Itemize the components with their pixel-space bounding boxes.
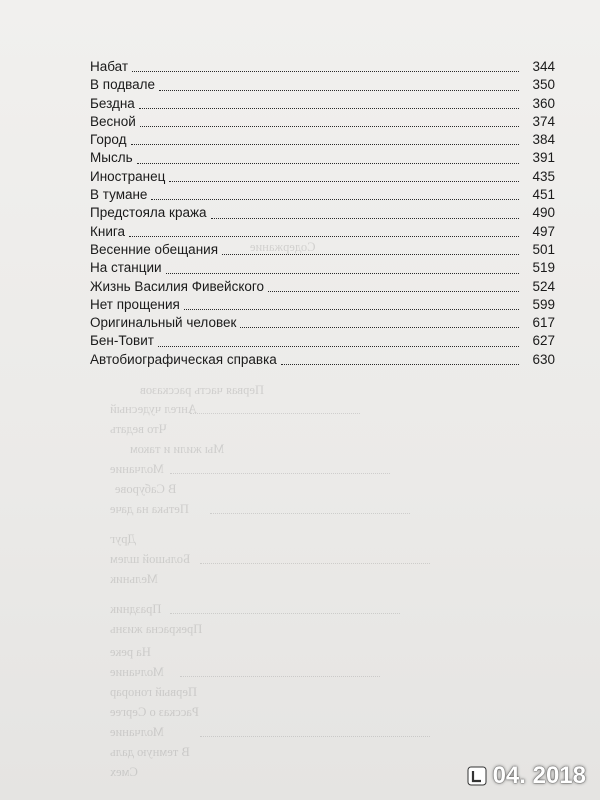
toc-entry-page-number: 617 (532, 315, 555, 331)
toc-entry-page-number: 490 (532, 205, 555, 221)
toc-entry-leader-dots (140, 125, 519, 127)
toc-entry-page-number: 384 (532, 132, 555, 148)
toc-entry (90, 351, 555, 369)
toc-entry (90, 296, 555, 314)
watermark-date: 04. 2018 (492, 762, 586, 789)
toc-entry-title: На станции (90, 260, 162, 276)
toc-entry-leader-dots (132, 70, 519, 72)
toc-entry-title: В тумане (90, 187, 148, 203)
toc-entry-page-number: 599 (532, 296, 555, 312)
toc-entry (90, 259, 555, 277)
toc-entry-leader-dots (137, 162, 519, 164)
toc-entry-leader-dots (158, 345, 519, 347)
toc-entry (90, 204, 555, 222)
table-of-contents (90, 58, 555, 369)
toc-entry (90, 241, 555, 259)
toc-entry-leader-dots (139, 107, 519, 109)
toc-entry-leader-dots (222, 253, 519, 255)
toc-entry-title: Книга (90, 223, 125, 239)
toc-entry-leader-dots (159, 89, 519, 91)
toc-entry (90, 168, 555, 186)
toc-entry-leader-dots (166, 272, 519, 274)
toc-entry-title: Предстояла кража (90, 205, 207, 221)
toc-entry-page-number: 350 (532, 77, 555, 93)
toc-entry-leader-dots (281, 363, 519, 365)
toc-entry-title: Нет прощения (90, 296, 180, 312)
toc-entry (90, 58, 555, 76)
toc-entry-leader-dots (240, 326, 519, 328)
toc-entry (90, 95, 555, 113)
toc-entry-leader-dots (211, 217, 520, 219)
toc-entry (90, 131, 555, 149)
toc-entry (90, 76, 555, 94)
toc-entry-title: Оригинальный человек (90, 315, 237, 331)
toc-entry (90, 278, 555, 296)
toc-entry-title: Иностранец (90, 168, 166, 184)
toc-entry-page-number: 627 (532, 333, 555, 349)
toc-entry-page-number: 630 (532, 351, 555, 367)
toc-entry-leader-dots (169, 180, 519, 182)
toc-entry-leader-dots (151, 198, 519, 200)
toc-entry-leader-dots (184, 308, 519, 310)
toc-entry-leader-dots (129, 235, 519, 237)
toc-entry-page-number: 374 (532, 113, 555, 129)
toc-entry-title: Жизнь Василия Фивейского (90, 278, 265, 294)
toc-entry-page-number: 524 (532, 278, 555, 294)
toc-entry (90, 223, 555, 241)
toc-entry-title: Бен-Товит (90, 333, 154, 349)
toc-entry-leader-dots (268, 290, 519, 292)
toc-entry-page-number: 435 (532, 168, 555, 184)
toc-entry-page-number: 451 (532, 187, 555, 203)
toc-entry-title: В подвале (90, 77, 156, 93)
toc-entry-leader-dots (131, 143, 519, 145)
toc-entry (90, 332, 555, 350)
toc-entry-title: Бездна (90, 95, 135, 111)
bleed-through-text: Содержание Первая часть рассказов Ангел чудесный Что ведать Мы жили и таком Молчание В Сабурове Петька на даче Друг Большой шлем Мельник Праздник Прекрасна жизнь На реке Молчание Первый гонорар Рассказ о Сергее Молчание В темную даль Смех (0, 0, 600, 800)
toc-entry-page-number: 497 (532, 223, 555, 239)
toc-entry (90, 186, 555, 204)
toc-entry-title: Город (90, 132, 127, 148)
toc-entry-page-number: 360 (532, 95, 555, 111)
toc-entry-page-number: 501 (532, 241, 555, 257)
toc-entry-title: Мысль (90, 150, 133, 166)
toc-entry-page-number: 344 (532, 59, 555, 74)
toc-entry-title: Автобиографическая справка (90, 351, 277, 367)
toc-entry-title: Набат (90, 59, 129, 74)
toc-entry-page-number: 519 (532, 260, 555, 276)
labirint-logo-icon (467, 766, 487, 786)
toc-entry-title: Весенние обещания (90, 241, 218, 257)
toc-entry (90, 314, 555, 332)
watermark (467, 762, 586, 790)
toc-entry (90, 149, 555, 167)
toc-entry (90, 113, 555, 131)
toc-entry-page-number: 391 (532, 150, 555, 166)
toc-entry-title: Весной (90, 113, 136, 129)
